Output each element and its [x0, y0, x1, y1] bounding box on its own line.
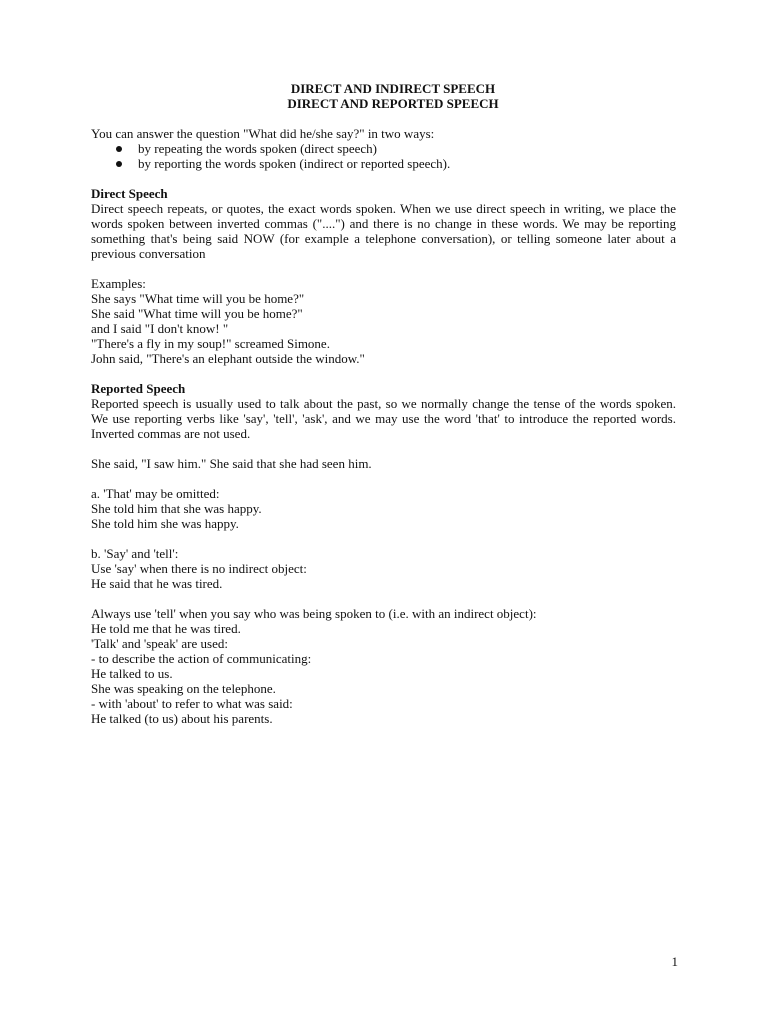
direct-speech-heading: Direct Speech: [91, 186, 168, 201]
point-b-line: Use 'say' when there is no indirect object:: [91, 561, 307, 576]
point-a-line: She told him that she was happy.: [91, 501, 262, 516]
list-item: [91, 156, 676, 171]
point-a-line: She told him she was happy.: [91, 516, 239, 531]
tell-line: He told me that he was tired.: [91, 621, 241, 636]
bullet-icon: [116, 161, 122, 167]
example-line: She said "What time will you be home?": [91, 306, 303, 321]
point-a-heading: a. 'That' may be omitted:: [91, 486, 220, 501]
point-b-line: He said that he was tired.: [91, 576, 223, 591]
reported-speech-heading: Reported Speech: [91, 381, 186, 396]
intro-text: You can answer the question "What did he/she say?" in two ways:: [91, 126, 435, 141]
title-direct-reported: DIRECT AND REPORTED SPEECH: [287, 96, 499, 111]
example-line: John said, "There's an elephant outside the window.": [91, 351, 365, 366]
tell-line: - with 'about' to refer to what was said:: [91, 696, 293, 711]
example-line: "There's a fly in my soup!" screamed Simone.: [91, 336, 330, 351]
tell-line: 'Talk' and 'speak' are used:: [91, 636, 228, 651]
reported-speech-paragraph: Reported speech is usually used to talk about the past, so we normally change the tense of the words spoken. We use reporting verbs like 'say', 'tell', 'ask', and we may use the word 'that' to introduce the reported words. Inverted commas are not used.: [91, 396, 676, 441]
tell-line: He talked to us.: [91, 666, 173, 681]
document-titles: [0, 81, 768, 111]
bullet-text: by repeating the words spoken (direct speech): [138, 141, 377, 156]
document-body: [91, 126, 676, 726]
bullet-icon: [116, 146, 122, 152]
point-b-heading: b. 'Say' and 'tell':: [91, 546, 179, 561]
title-direct-indirect: DIRECT AND INDIRECT SPEECH: [290, 81, 496, 96]
intro-bullet-list: [91, 141, 676, 171]
direct-speech-paragraph: Direct speech repeats, or quotes, the exact words spoken. When we use direct speech in writing, we place the words spoken between inverted commas ("....") and there is no change in these words. We may be reporting something that's being said NOW (for example a telephone conversation), or telling someone later about a previous conversation: [91, 201, 676, 261]
examples-label: Examples:: [91, 276, 146, 291]
tell-line: She was speaking on the telephone.: [91, 681, 276, 696]
tell-line: He talked (to us) about his parents.: [91, 711, 273, 726]
reported-example: She said, "I saw him." She said that she had seen him.: [91, 456, 372, 471]
page-number: 1: [671, 954, 678, 969]
tell-line: - to describe the action of communicating:: [91, 651, 312, 666]
example-line: and I said "I don't know! ": [91, 321, 229, 336]
list-item: [91, 141, 676, 156]
bullet-text: by reporting the words spoken (indirect or reported speech).: [138, 156, 451, 171]
tell-rule: Always use 'tell' when you say who was being spoken to (i.e. with an indirect object):: [91, 606, 537, 621]
example-line: She says "What time will you be home?": [91, 291, 305, 306]
